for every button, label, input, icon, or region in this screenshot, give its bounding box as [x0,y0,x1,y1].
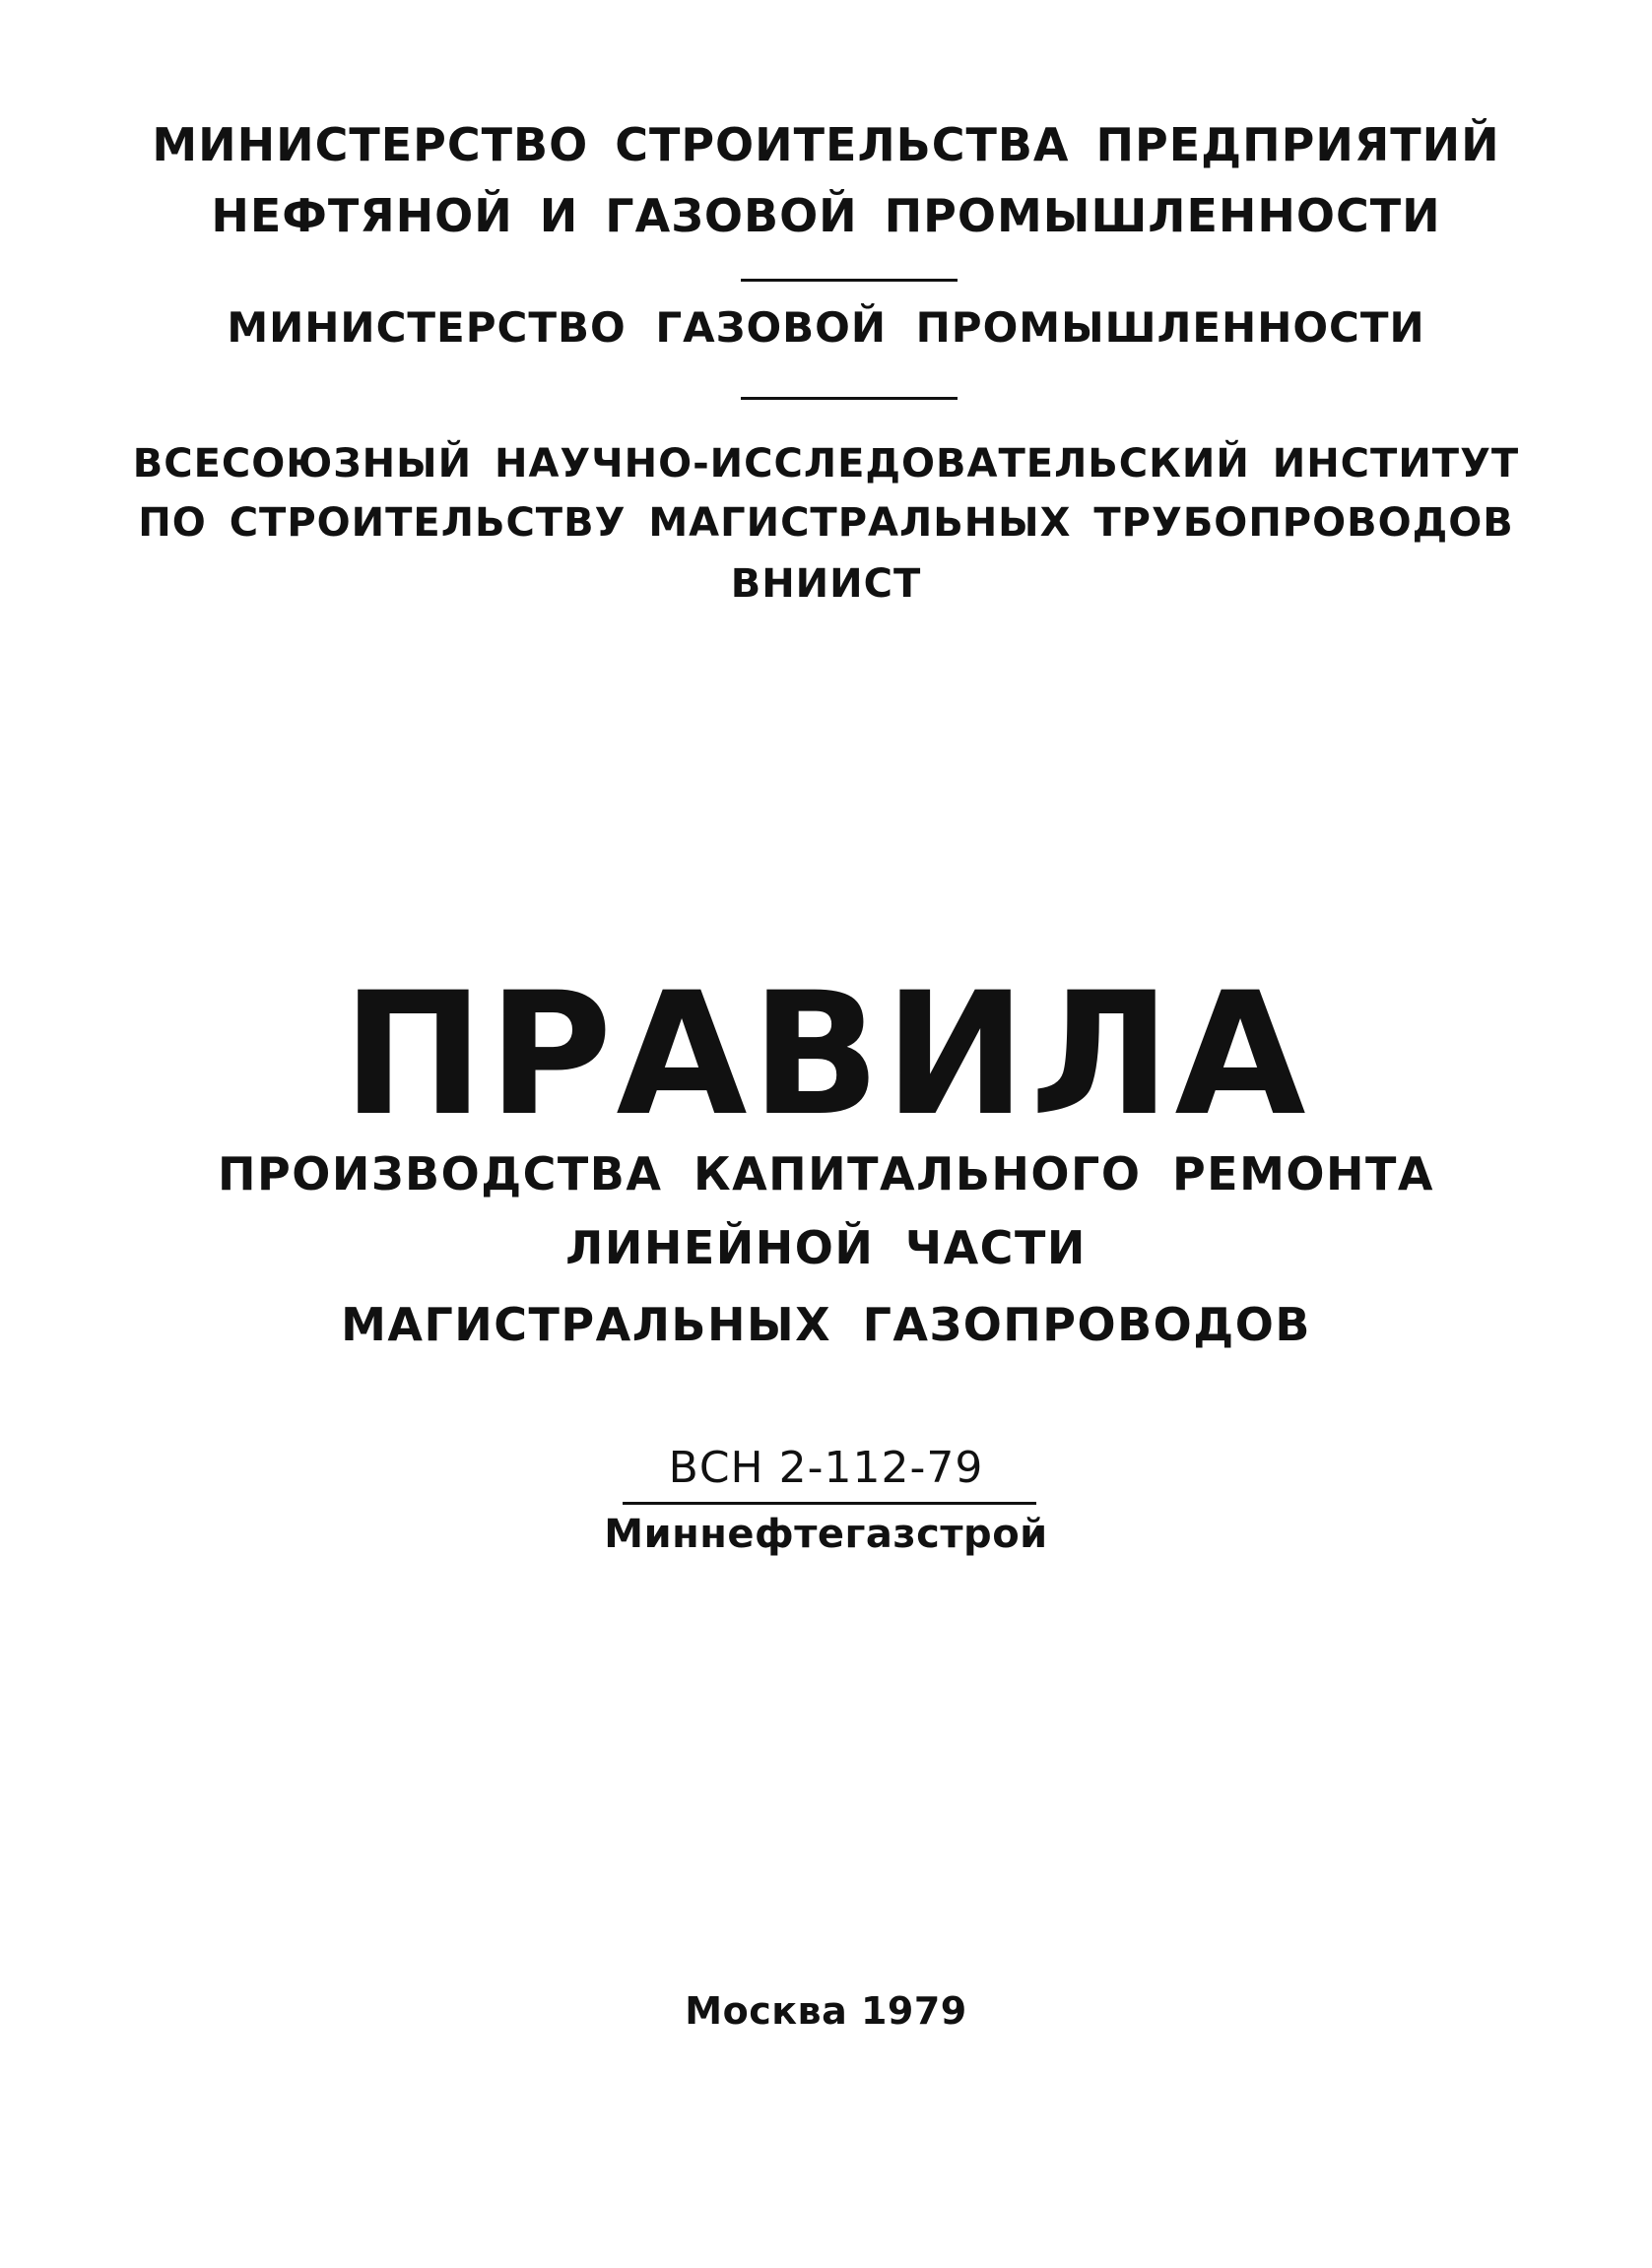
institute-abbr: ВНИИСТ [730,561,922,607]
ministry2: МИНИСТЕРСТВО ГАЗОВОЙ ПРОМЫШЛЕННОСТИ [227,303,1425,352]
subtitle-line2: ЛИНЕЙНОЙ ЧАСТИ [565,1221,1087,1274]
ministry1-line1: МИНИСТЕРСТВО СТРОИТЕЛЬСТВА ПРЕДПРИЯТИЙ [152,118,1500,171]
code-underline [623,1502,1036,1505]
subtitle-line3: МАГИСТРАЛЬНЫХ ГАЗОПРОВОДОВ [341,1298,1311,1351]
document-code: ВСН 2-112-79 [668,1443,984,1493]
institute-line1: ВСЕСОЮЗНЫЙ НАУЧНО-ИССЛЕДОВАТЕЛЬСКИЙ ИНСТИТУТ [132,441,1520,486]
divider-1 [741,279,958,282]
organization: Миннефтегазстрой [604,1512,1048,1557]
city-year: Москва 1979 [685,1989,967,2033]
divider-2 [741,397,958,400]
ministry1-line2: НЕФТЯНОЙ И ГАЗОВОЙ ПРОМЫШЛЕННОСТИ [211,189,1441,242]
document-title: ПРАВИЛА [342,955,1310,1153]
institute-line2: ПО СТРОИТЕЛЬСТВУ МАГИСТРАЛЬНЫХ ТРУБОПРОВОДОВ [138,500,1514,546]
subtitle-line1: ПРОИЗВОДСТВА КАПИТАЛЬНОГО РЕМОНТА [218,1147,1434,1200]
